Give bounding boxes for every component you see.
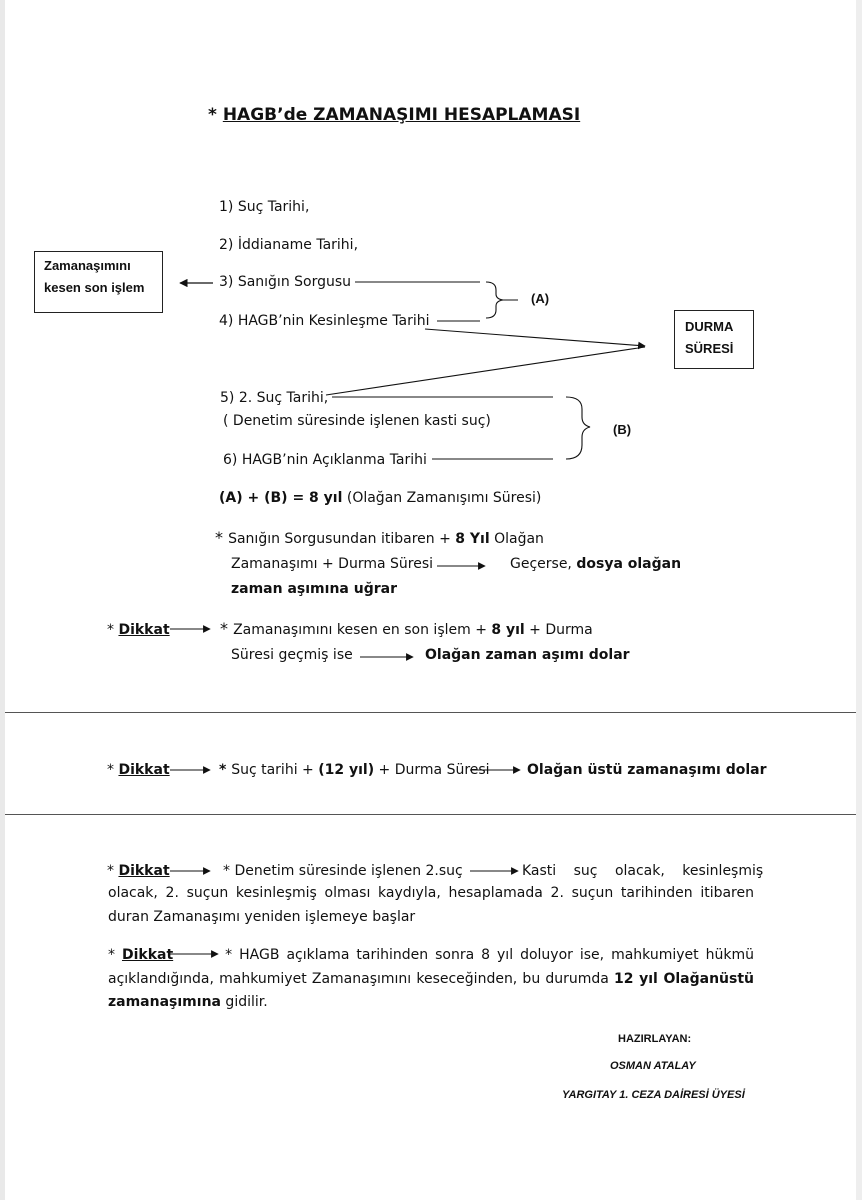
step-3: 3) Sanığın Sorgusu bbox=[219, 274, 352, 290]
note1-line3: zaman aşımına uğrar bbox=[231, 581, 397, 597]
note1-line2: Zamanaşımı + Durma Süresi bbox=[231, 556, 434, 572]
note4-tail: Kasti suç olacak, kesinleşmiş bbox=[522, 863, 764, 879]
note2-result: Olağan zaman aşımı dolar bbox=[425, 647, 630, 663]
box-left-line1: Zamanaşımını bbox=[44, 258, 131, 273]
note1-result: Geçerse, dosya olağan bbox=[510, 556, 682, 572]
signature-label: HAZIRLAYAN: bbox=[618, 1033, 692, 1045]
step-6: 6) HAGB’nin Açıklanma Tarihi bbox=[223, 452, 427, 468]
note3-line: * Suç tarihi + (12 yıl) + Durma Süresi bbox=[219, 762, 490, 778]
step-5-note: ( Denetim süresinde işlenen kasti suç) bbox=[223, 413, 491, 429]
brace-label-b: (B) bbox=[613, 422, 632, 437]
box-right-line1: DURMA bbox=[685, 319, 734, 334]
note4-head: * Denetim süresinde işlenen 2.suç bbox=[223, 863, 463, 879]
note1-line1: * Sanığın Sorgusundan itibaren + 8 Yıl Olağan bbox=[215, 528, 544, 547]
box-right-line2: SÜRESİ bbox=[685, 341, 734, 356]
note3-dikkat: * Dikkat bbox=[107, 762, 170, 778]
note3-result: Olağan üstü zamanaşımı dolar bbox=[527, 762, 767, 778]
signature-position: YARGITAY 1. CEZA DAİRESİ ÜYESİ bbox=[562, 1089, 745, 1101]
step-4: 4) HAGB’nin Kesinleşme Tarihi bbox=[219, 313, 430, 329]
formula: (A) + (B) = 8 yıl (Olağan Zamanışımı Süresi) bbox=[219, 490, 542, 506]
brace-label-a: (A) bbox=[531, 291, 550, 306]
line-step5-to-durma bbox=[326, 347, 645, 395]
note4-body: olacak, 2. suçun kesinleşmiş olması kaydıyla, hesaplamada 2. suçun tarihinden itibaren duran Zamanaşımı yeniden işlemeye başlar bbox=[108, 885, 754, 925]
note2-dikkat: * Dikkat bbox=[107, 622, 170, 638]
box-left-line2: kesen son işlem bbox=[44, 280, 145, 295]
note2-line2: Süresi geçmiş ise bbox=[231, 647, 353, 663]
note5-body: * Dikkat * HAGB açıklama tarihinden sonra 8 yıl doluyor ise, mahkumiyet hükmü açıklandığında, mahkumiyet Zamanaşımını keseceğinden, bu durumda 12 yıl Olağanüstü zamanaşımına gidilir. bbox=[108, 947, 754, 1010]
brace-b bbox=[566, 397, 590, 459]
note2-line1: * Zamanaşımını kesen en son işlem + 8 yıl + Durma bbox=[220, 619, 593, 638]
step-1: 1) Suç Tarihi, bbox=[219, 199, 310, 215]
brace-a bbox=[486, 282, 503, 318]
page-title: * HAGB’de ZAMANAŞIMI HESAPLAMASI bbox=[208, 105, 581, 125]
signature-name: OSMAN ATALAY bbox=[610, 1060, 696, 1072]
step-2: 2) İddianame Tarihi, bbox=[219, 237, 359, 253]
note4-dikkat: * Dikkat bbox=[107, 863, 170, 879]
step-5: 5) 2. Suç Tarihi, bbox=[220, 390, 329, 406]
line-step4-to-durma bbox=[425, 329, 645, 346]
